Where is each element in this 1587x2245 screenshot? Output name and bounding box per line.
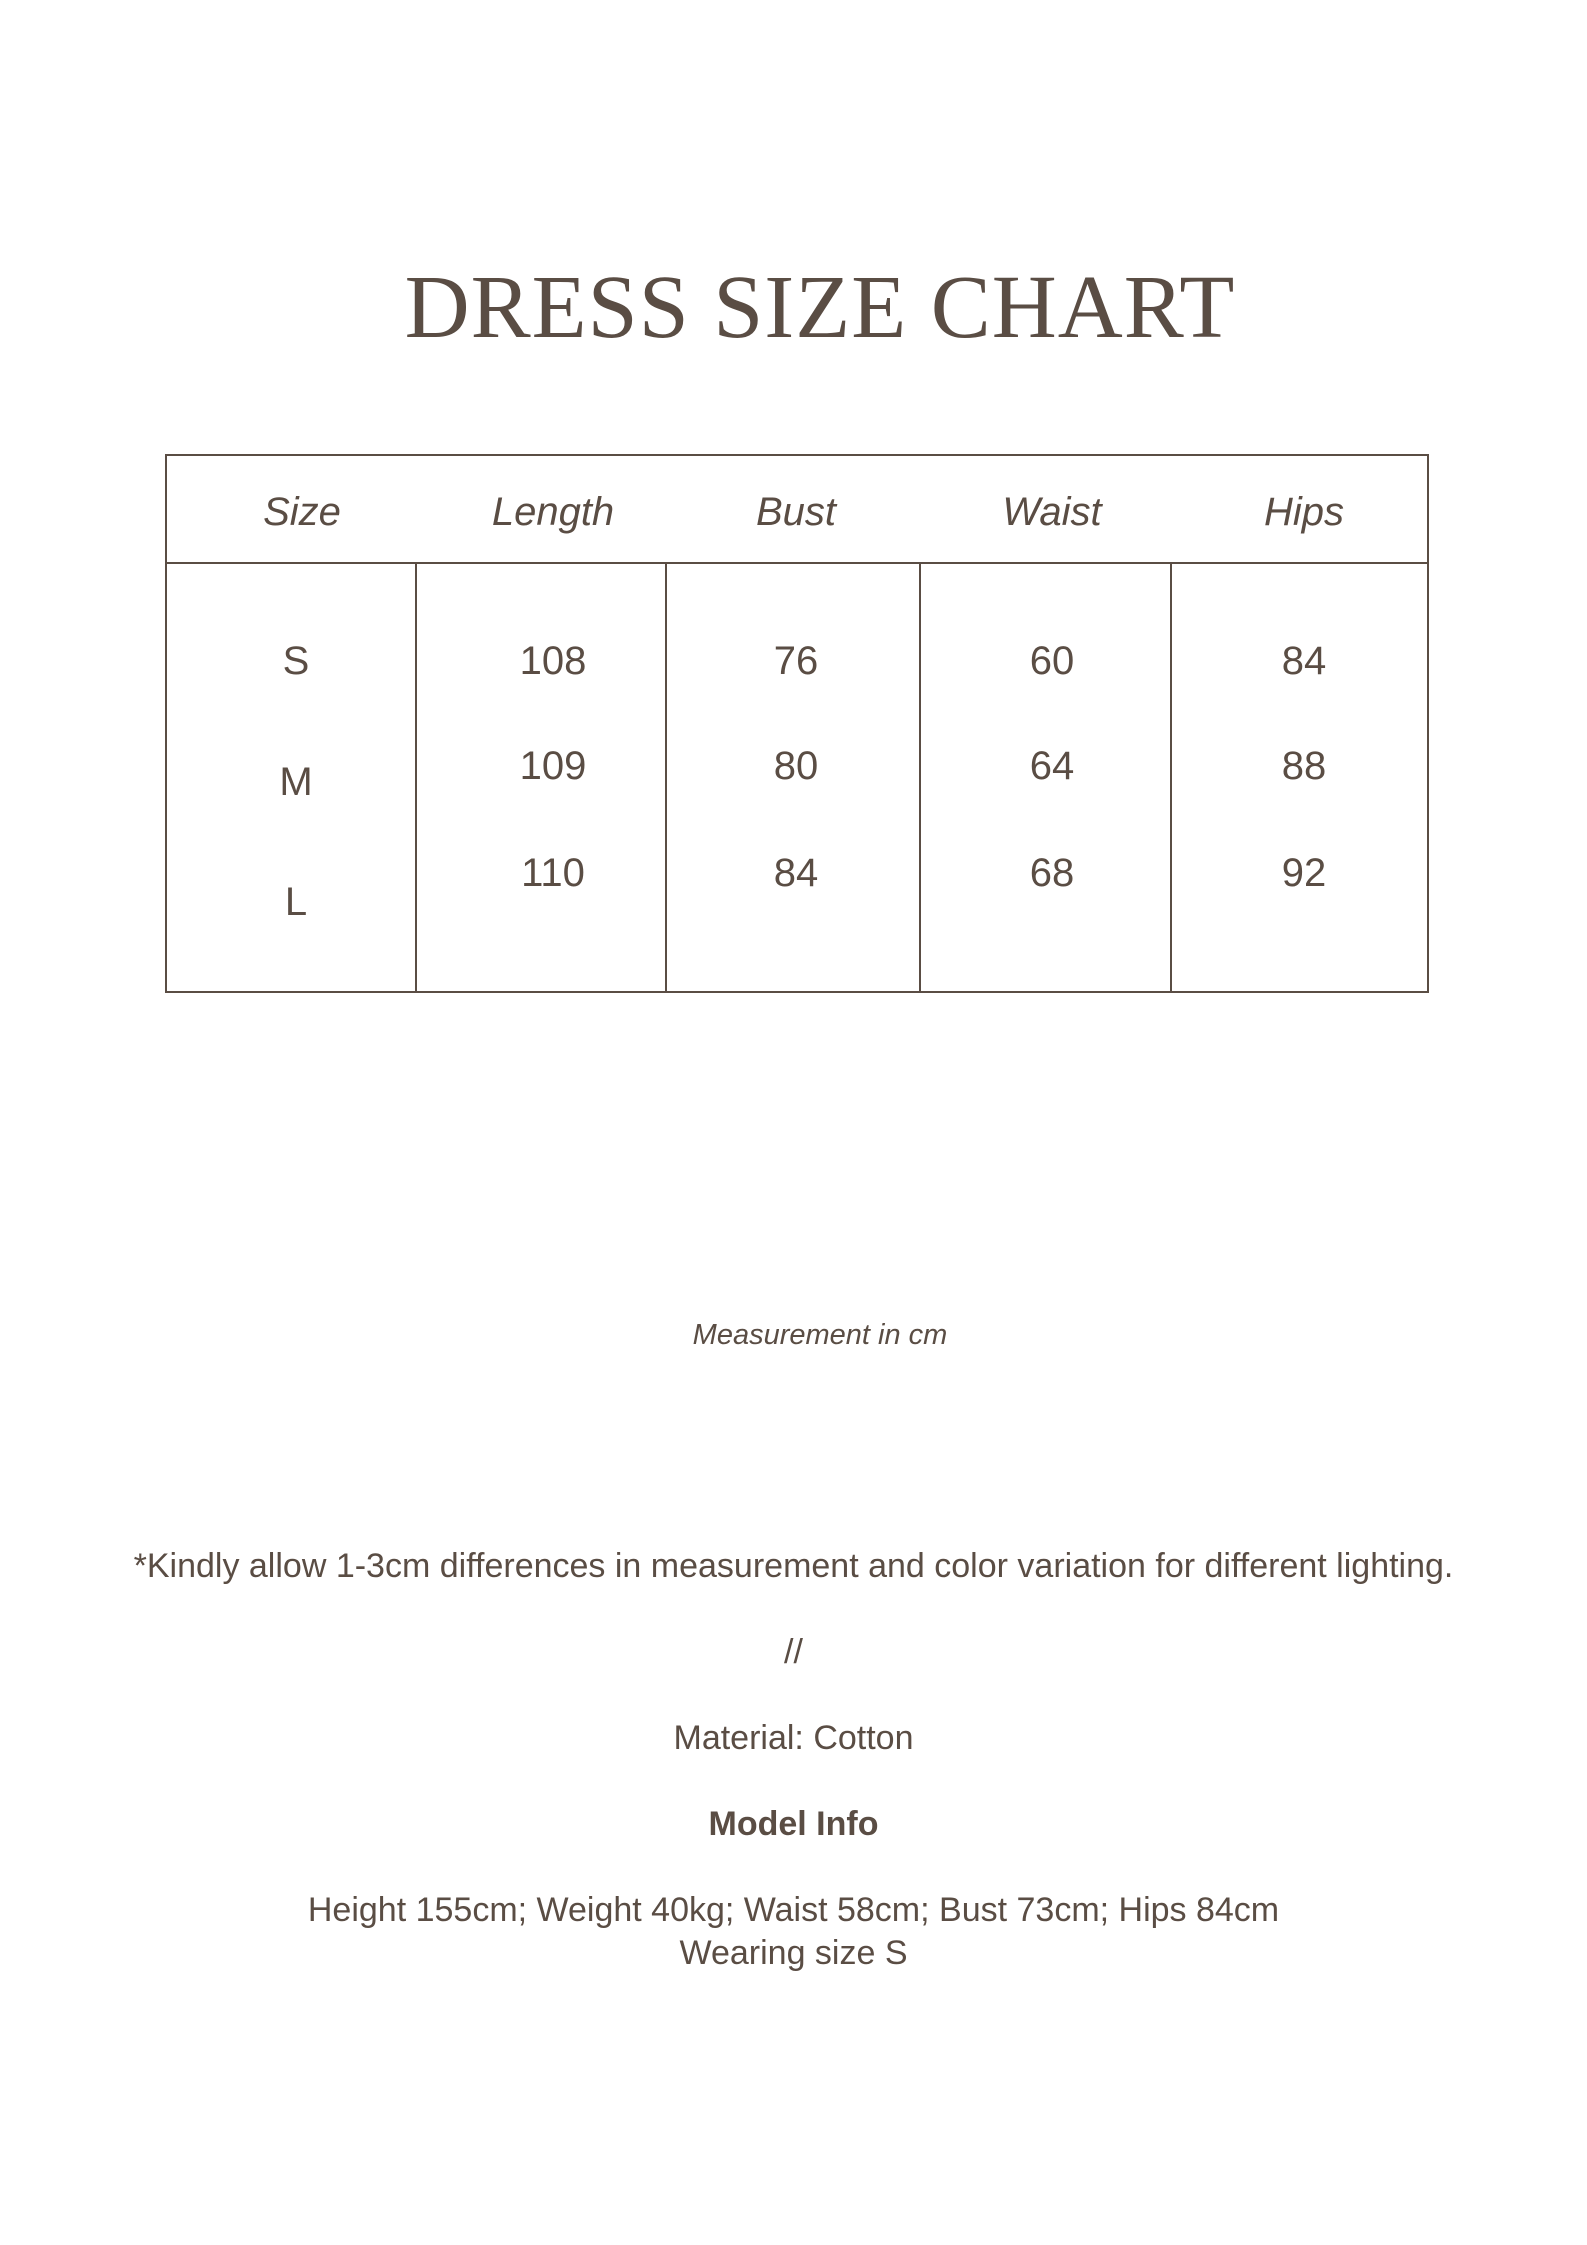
table-cell-bust: 80 (773, 744, 819, 788)
table-cell-length: 108 (519, 639, 587, 683)
size-cell-m: M (279, 760, 313, 804)
table-cell-length: 109 (519, 744, 587, 788)
size-chart-table (165, 454, 1429, 993)
header-waist: Waist (1002, 490, 1102, 534)
column-divider (665, 563, 667, 991)
column-divider (919, 563, 921, 991)
page-title: DRESS SIZE CHART (404, 258, 1236, 357)
size-cell-s: S (282, 639, 310, 683)
table-cell-waist: 68 (1029, 851, 1075, 895)
header-hips: Hips (1263, 490, 1345, 534)
model-info-heading: Model Info (708, 1805, 879, 1843)
header-size: Size (263, 490, 341, 534)
disclaimer-text: *Kindly allow 1-3cm differences in measurement and color variation for different lighting. (133, 1547, 1454, 1585)
header-bust: Bust (755, 490, 837, 534)
column-divider (1170, 563, 1172, 991)
units-note: Measurement in cm (692, 1319, 948, 1351)
table-cell-waist: 60 (1029, 639, 1075, 683)
model-wearing-text: Wearing size S (679, 1934, 908, 1972)
separator: // (784, 1633, 803, 1671)
table-cell-length: 110 (521, 851, 585, 895)
size-cell-l: L (284, 880, 308, 924)
table-header-row (167, 456, 1427, 564)
column-divider (415, 563, 417, 991)
table-cell-hips: 84 (1281, 639, 1327, 683)
material-text: Material: Cotton (673, 1719, 914, 1757)
model-stats-text: Height 155cm; Weight 40kg; Waist 58cm; Bust 73cm; Hips 84cm (307, 1891, 1280, 1929)
header-length: Length (491, 490, 615, 534)
table-cell-hips: 88 (1281, 744, 1327, 788)
table-cell-waist: 64 (1029, 744, 1075, 788)
table-cell-bust: 76 (773, 639, 819, 683)
table-cell-hips: 92 (1281, 851, 1327, 895)
table-cell-bust: 84 (773, 851, 819, 895)
